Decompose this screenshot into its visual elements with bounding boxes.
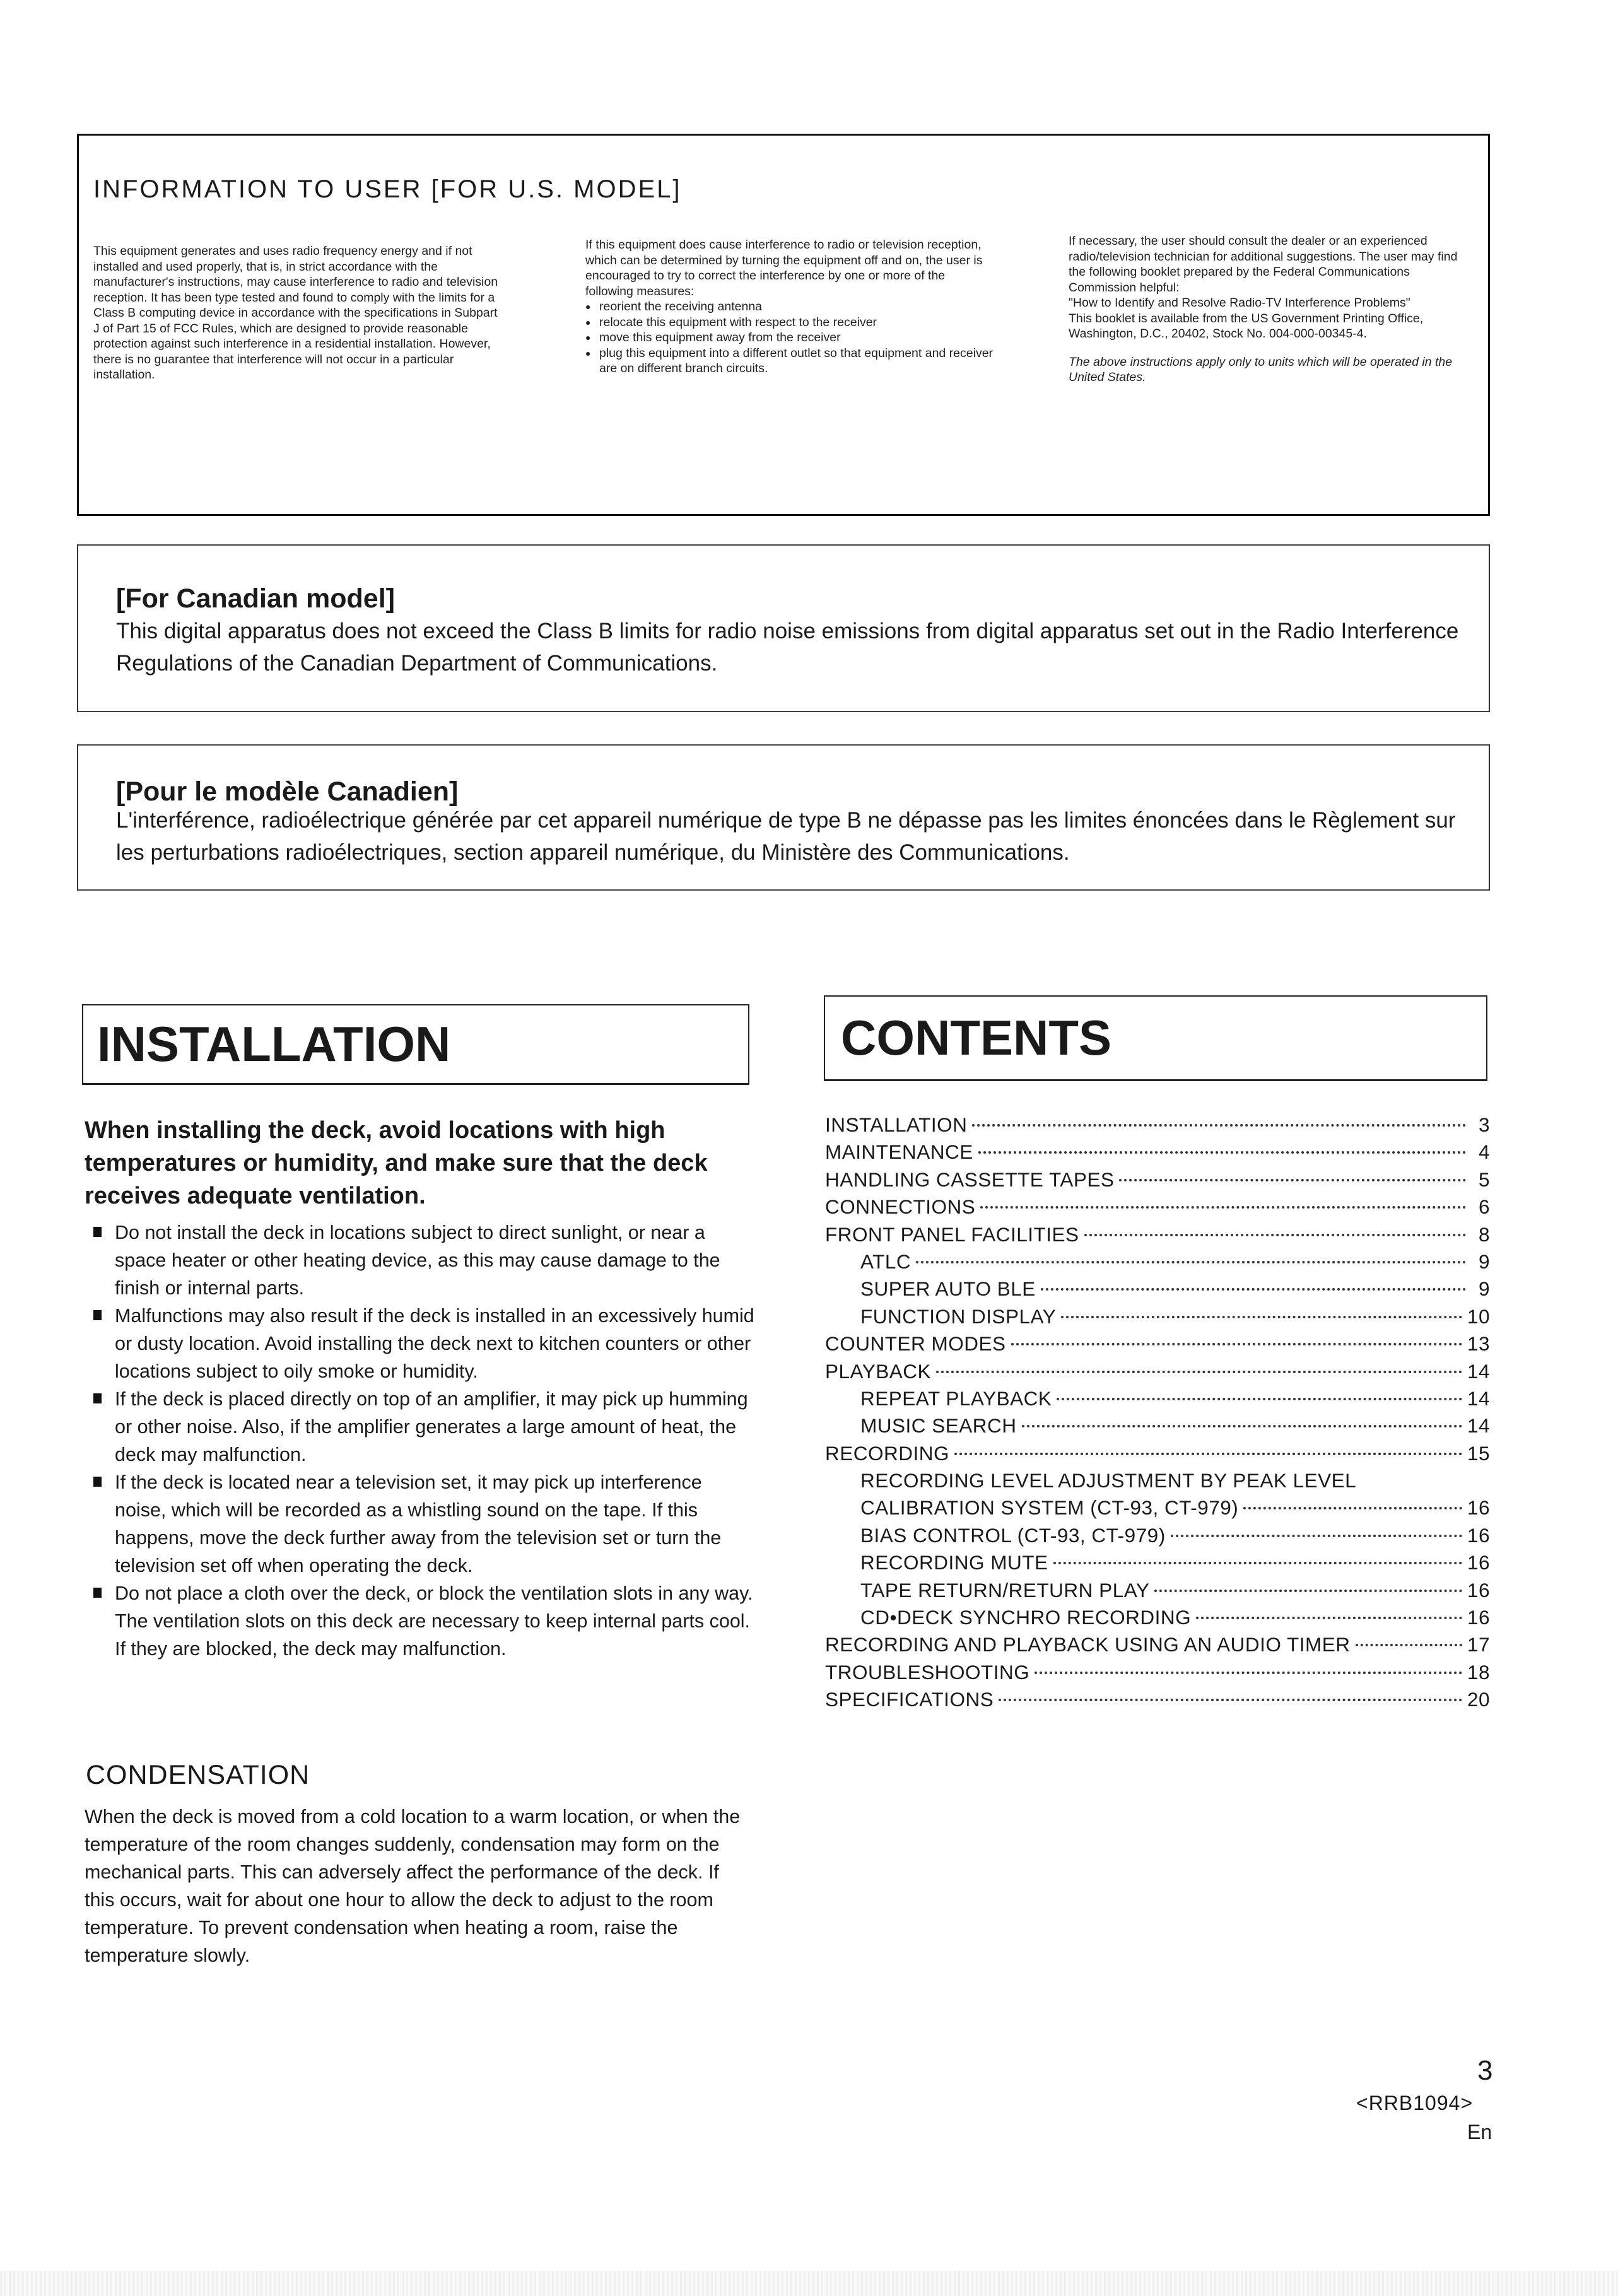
- toc-entry-title: HANDLING CASSETTE TAPES: [825, 1168, 1115, 1191]
- toc-entry-page: 13: [1467, 1332, 1490, 1356]
- toc-entry-page: 17: [1467, 1633, 1490, 1656]
- fcc-paragraph: "How to Identify and Resolve Radio-TV Interference Problems": [1069, 296, 1410, 310]
- bullet-square-icon: [93, 1310, 102, 1320]
- toc-leader: [1057, 1398, 1462, 1400]
- toc-leader: [1061, 1316, 1462, 1318]
- toc-entry[interactable]: [825, 1440, 1490, 1467]
- toc-entry[interactable]: [825, 1494, 1490, 1521]
- document-code: <RRB1094>: [1356, 2092, 1474, 2114]
- toc-entry-page: 9: [1478, 1277, 1490, 1301]
- toc-leader: [1154, 1590, 1462, 1592]
- fcc-measures-list: [585, 299, 994, 377]
- toc-entry-title: COUNTER MODES: [825, 1332, 1006, 1356]
- bullet-square-icon: [93, 1393, 102, 1403]
- fcc-note: The above instructions apply only to units which will be operated in the United States.: [1069, 354, 1453, 384]
- canadian-french-heading: [Pour le modèle Canadien]: [116, 776, 459, 807]
- fcc-heading: INFORMATION TO USER [FOR U.S. MODEL]: [93, 175, 682, 203]
- scan-edge-decoration: [0, 2271, 1618, 2296]
- fcc-column-3: [1069, 233, 1475, 385]
- fcc-paragraph: If necessary, the user should consult the dealer or an experienced radio/television technician for additional suggestions. The user may find the following booklet prepared by the Federal Communications Commission helpful:: [1069, 234, 1458, 295]
- list-item: [93, 1302, 754, 1385]
- toc-entry[interactable]: [825, 1139, 1490, 1166]
- toc-entry[interactable]: [825, 1467, 1490, 1494]
- fcc-column-2: [585, 237, 994, 377]
- toc-entry-title: FUNCTION DISPLAY: [860, 1304, 1057, 1328]
- toc-leader: [1171, 1535, 1462, 1537]
- fcc-paragraph: This equipment generates and uses radio frequency energy and if not installed and used properly, that is, in strict accordance with the manufacturer's instructions, may cause interference to radio and television reception. It has been type tested and found to comply with the limits for a Class B computing device in accordance with the specifications in Subpart J of Part 15 of FCC Rules, which are designed to provide reasonable protection against such interference in a residential installation. However, there is no guarantee that interference will not occur in a particular installation.: [93, 244, 498, 382]
- installation-title: INSTALLATION: [97, 1016, 451, 1072]
- condensation-heading: CONDENSATION: [86, 1760, 310, 1790]
- list-item: ● relocate this equipment with respect to the receiver: [585, 315, 994, 331]
- toc-entry-title: REPEAT PLAYBACK: [860, 1386, 1052, 1410]
- toc-leader: [1119, 1179, 1466, 1181]
- toc-entry-title: MUSIC SEARCH: [860, 1414, 1017, 1438]
- toc-leader: [954, 1453, 1462, 1455]
- toc-entry-title: SPECIFICATIONS: [825, 1688, 994, 1711]
- list-item: ● reorient the receiving antenna: [585, 299, 994, 315]
- toc-entry-title: BIAS CONTROL (CT-93, CT-979): [860, 1523, 1166, 1547]
- toc-entry-page: 15: [1467, 1441, 1490, 1465]
- toc-leader: [978, 1151, 1466, 1154]
- toc-entry[interactable]: [825, 1659, 1490, 1686]
- toc-entry[interactable]: [825, 1577, 1490, 1604]
- toc-entry-page: 16: [1467, 1496, 1490, 1520]
- toc-entry[interactable]: [825, 1303, 1490, 1330]
- toc-leader: [1084, 1234, 1466, 1236]
- page-number: 3: [1477, 2055, 1493, 2086]
- toc-entry-page: 6: [1478, 1195, 1490, 1219]
- toc-entry[interactable]: [825, 1193, 1490, 1221]
- toc-entry-title: RECORDING: [825, 1441, 950, 1465]
- toc-leader: [980, 1206, 1466, 1209]
- toc-entry-title: RECORDING MUTE: [860, 1551, 1048, 1574]
- toc-entry-page: 5: [1478, 1168, 1490, 1191]
- toc-entry-page: 18: [1467, 1660, 1490, 1684]
- list-item-text: Do not place a cloth over the deck, or block the ventilation slots in any way. The ventilation slots on this deck are necessary to keep internal parts cool. If they are blocked, the deck may malfunction.: [115, 1583, 753, 1660]
- toc-entry-title: CALIBRATION SYSTEM (CT-93, CT-979): [860, 1496, 1239, 1520]
- installation-lead: When installing the deck, avoid locations with high temperatures or humidity, and make sure that the deck receives adequate ventilation.: [85, 1117, 708, 1209]
- bullet-square-icon: [93, 1227, 102, 1237]
- toc-entry-title: SUPER AUTO BLE: [860, 1277, 1036, 1301]
- toc-entry-page: 16: [1467, 1551, 1490, 1574]
- toc-entry[interactable]: [825, 1358, 1490, 1385]
- list-item: [93, 1385, 754, 1468]
- toc-leader: [1011, 1343, 1462, 1345]
- toc-entry[interactable]: [825, 1385, 1490, 1412]
- toc-entry-page: 16: [1467, 1523, 1490, 1547]
- toc-leader: [1035, 1672, 1462, 1674]
- toc-leader: [1243, 1507, 1462, 1509]
- toc-entry-page: 16: [1467, 1606, 1490, 1629]
- toc-entry-page: 16: [1467, 1578, 1490, 1602]
- toc-leader: [1041, 1288, 1466, 1291]
- toc-entry[interactable]: [825, 1221, 1490, 1248]
- toc-entry[interactable]: [825, 1412, 1490, 1439]
- toc-entry-title: TROUBLESHOOTING: [825, 1660, 1030, 1684]
- fcc-paragraph: If this equipment does cause interference to radio or television reception, which can be determined by turning the equipment off and on, the user is encouraged to try to correct the interference by one or more of the following measures:: [585, 238, 983, 298]
- toc-entry-title: ATLC: [860, 1250, 912, 1273]
- list-item-text: Do not install the deck in locations subject to direct sunlight, or near a space heater or other heating device, as this may cause damage to the finish or internal parts.: [115, 1222, 720, 1299]
- toc-leader: [999, 1699, 1462, 1701]
- toc-entry-page: 10: [1467, 1304, 1490, 1328]
- canadian-french-body: L'interférence, radioélectrique générée par cet appareil numérique de type B ne dépasse pas les limites énoncées dans le Règlement sur les perturbations radioélectriques, section appareil numérique, du Ministère des Communications.: [116, 808, 1456, 865]
- toc-entry-page: 20: [1467, 1688, 1490, 1711]
- toc-leader: [1196, 1617, 1462, 1619]
- toc-entry-page: 14: [1467, 1359, 1490, 1383]
- list-item: [93, 1579, 754, 1663]
- toc-entry-title: PLAYBACK: [825, 1359, 931, 1383]
- bullet-square-icon: [93, 1477, 102, 1487]
- toc-entry-title: RECORDING AND PLAYBACK USING AN AUDIO TIMER: [825, 1633, 1351, 1656]
- list-item: [93, 1468, 754, 1579]
- toc-entry-title: CD•DECK SYNCHRO RECORDING: [860, 1606, 1192, 1629]
- toc-entry[interactable]: [825, 1248, 1490, 1275]
- toc-entry[interactable]: [825, 1522, 1490, 1549]
- list-item-text: Malfunctions may also result if the deck is installed in an excessively humid or dusty location. Avoid installing the deck next to kitchen counters or other locations subject to oily smoke or humidity.: [115, 1305, 754, 1382]
- toc-entry-page: 9: [1478, 1250, 1490, 1273]
- toc-entry-title: RECORDING LEVEL ADJUSTMENT BY PEAK LEVEL: [860, 1469, 1357, 1492]
- fcc-column-1: [93, 243, 503, 383]
- list-item: ● move this equipment away from the receiver: [585, 330, 994, 346]
- canadian-heading: [For Canadian model]: [116, 583, 395, 614]
- toc-leader: [1022, 1425, 1462, 1427]
- toc-entry-page: 4: [1478, 1140, 1490, 1164]
- toc-entry[interactable]: [825, 1604, 1490, 1631]
- list-item: [93, 1219, 754, 1302]
- contents-title: CONTENTS: [841, 1010, 1111, 1065]
- toc-entry-title: MAINTENANCE: [825, 1140, 973, 1164]
- toc-entry-title: CONNECTIONS: [825, 1195, 976, 1219]
- toc-entry-page: 14: [1467, 1386, 1490, 1410]
- toc-entry[interactable]: [825, 1549, 1490, 1576]
- toc-leader: [1356, 1644, 1462, 1646]
- list-item-text: If the deck is located near a television set, it may pick up interference noise, which will be recorded as a whistling sound on the tape. If this happens, move the deck further away from the television set or turn the television set off when operating the deck.: [115, 1472, 722, 1576]
- toc-entry-page: 8: [1478, 1222, 1490, 1246]
- toc-entry[interactable]: [825, 1686, 1490, 1713]
- toc-entry[interactable]: [825, 1275, 1490, 1303]
- list-item: ● plug this equipment into a different outlet so that equipment and receiver are on different branch circuits.: [585, 346, 994, 377]
- toc-entry[interactable]: [825, 1111, 1490, 1139]
- installation-list: [93, 1219, 754, 1663]
- toc-entry-page: 14: [1467, 1414, 1490, 1438]
- toc-leader: [972, 1124, 1466, 1127]
- toc-entry-title: FRONT PANEL FACILITIES: [825, 1222, 1079, 1246]
- canadian-body: This digital apparatus does not exceed the Class B limits for radio noise emissions from digital apparatus set out in the Radio Interference Regulations of the Canadian Department of Communications.: [116, 619, 1459, 676]
- language-code: En: [1467, 2121, 1492, 2143]
- toc-leader: [1053, 1562, 1462, 1564]
- toc-entry-title: INSTALLATION: [825, 1113, 968, 1136]
- toc-entry-page: 3: [1478, 1113, 1490, 1136]
- toc-leader: [936, 1371, 1462, 1373]
- table-of-contents: [825, 1111, 1490, 1714]
- toc-entry[interactable]: [825, 1166, 1490, 1193]
- list-item-text: If the deck is placed directly on top of an amplifier, it may pick up humming or other noise. Also, if the amplifier generates a large amount of heat, the deck may malfunction.: [115, 1388, 748, 1465]
- toc-entry[interactable]: [825, 1631, 1490, 1658]
- toc-entry-title: TAPE RETURN/RETURN PLAY: [860, 1578, 1150, 1602]
- fcc-paragraph: This booklet is available from the US Government Printing Office, Washington, D.C., 20402, Stock No. 004-000-00345-4.: [1069, 311, 1424, 341]
- toc-entry[interactable]: [825, 1330, 1490, 1357]
- condensation-text: When the deck is moved from a cold location to a warm location, or when the temperature of the room changes suddenly, condensation may form on the mechanical parts. This can adversely affect the performance of the deck. If this occurs, wait for about one hour to allow the deck to adjust to the room temperature. To prevent condensation when heating a room, raise the temperature slowly.: [85, 1806, 741, 1966]
- toc-leader: [916, 1261, 1466, 1263]
- bullet-square-icon: [93, 1588, 102, 1598]
